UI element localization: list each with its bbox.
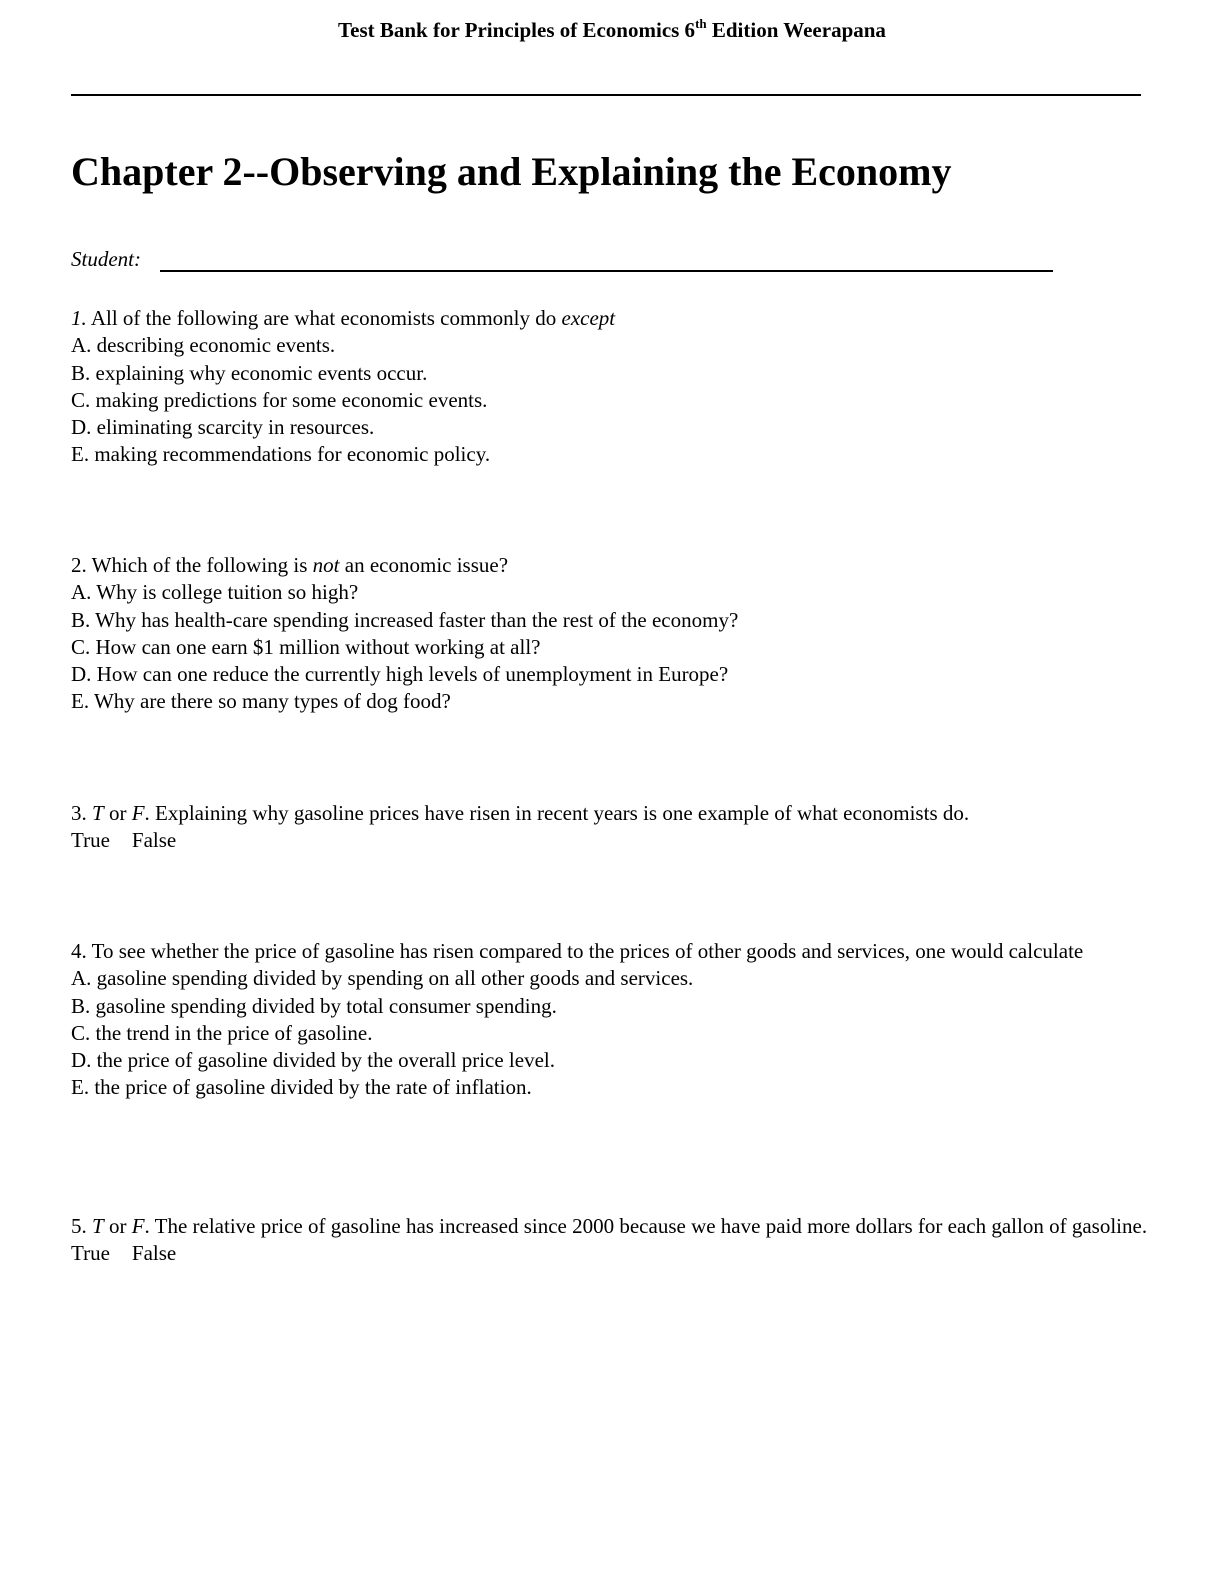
question-stem: 1. All of the following are what economists commonly do except bbox=[71, 306, 616, 330]
student-name-line bbox=[160, 270, 1053, 272]
running-header bbox=[0, 16, 1224, 44]
answer-option-d: D. eliminating scarcity in resources. bbox=[71, 415, 375, 440]
answer-option-b: B. gasoline spending divided by total consumer spending. bbox=[71, 993, 557, 1018]
header-title-main: Test Bank for Principles of Economics 6 bbox=[338, 18, 696, 42]
question-5 bbox=[71, 1213, 1151, 1268]
header-title-rest: Edition Weerapana bbox=[706, 18, 886, 42]
answer-option-e: E. Why are there so many types of dog food? bbox=[71, 689, 451, 714]
answer-option-a: A. Why is college tuition so high? bbox=[71, 580, 359, 605]
question-stem: 2. Which of the following is not an economic issue? bbox=[71, 553, 509, 577]
true-option: True bbox=[71, 828, 110, 853]
true-option: True bbox=[71, 1241, 110, 1266]
question-4 bbox=[71, 938, 1151, 1102]
header-title-superscript: th bbox=[695, 16, 707, 31]
question-2 bbox=[71, 552, 1151, 716]
stem-emphasis: not bbox=[312, 553, 340, 577]
question-number: 3. bbox=[71, 801, 87, 825]
answer-option-d: D. the price of gasoline divided by the overall price level. bbox=[71, 1048, 555, 1073]
question-stem: 5. T or F. The relative price of gasoline has increased since 2000 because we have paid more dollars for each gallon of gasoline. bbox=[71, 1214, 1148, 1238]
answer-option-a: A. gasoline spending divided by spending on all other goods and services. bbox=[71, 966, 694, 991]
answer-option-c: C. making predictions for some economic events. bbox=[71, 387, 488, 412]
answer-option-e: E. the price of gasoline divided by the rate of inflation. bbox=[71, 1075, 532, 1100]
true-false-options bbox=[71, 1240, 1151, 1267]
question-number: 1. bbox=[71, 306, 87, 330]
stem-emphasis: except bbox=[561, 306, 616, 330]
question-number: 5. bbox=[71, 1214, 87, 1238]
question-number: 2. bbox=[71, 553, 87, 577]
answer-option-e: E. making recommendations for economic policy. bbox=[71, 442, 491, 467]
header-divider bbox=[71, 94, 1141, 96]
false-option: False bbox=[131, 1241, 177, 1266]
question-stem: 3. T or F. Explaining why gasoline prices have risen in recent years is one example of what economists do. bbox=[71, 801, 970, 825]
false-option: False bbox=[131, 828, 177, 853]
student-field bbox=[71, 244, 141, 274]
answer-option-d: D. How can one reduce the currently high levels of unemployment in Europe? bbox=[71, 662, 729, 687]
question-stem: 4. To see whether the price of gasoline has risen compared to the prices of other goods and services, one would calculate bbox=[71, 939, 1084, 963]
true-false-options bbox=[71, 827, 1151, 854]
answer-option-c: C. the trend in the price of gasoline. bbox=[71, 1020, 373, 1045]
chapter-title: Chapter 2--Observing and Explaining the Economy bbox=[71, 149, 952, 194]
question-1 bbox=[71, 305, 1151, 469]
answer-option-c: C. How can one earn $1 million without working at all? bbox=[71, 634, 541, 659]
question-3 bbox=[71, 800, 1151, 855]
question-number: 4. bbox=[71, 939, 87, 963]
answer-option-b: B. explaining why economic events occur. bbox=[71, 360, 428, 385]
answer-option-a: A. describing economic events. bbox=[71, 333, 336, 358]
answer-option-b: B. Why has health-care spending increased faster than the rest of the economy? bbox=[71, 607, 739, 632]
student-label: Student: bbox=[71, 247, 141, 271]
